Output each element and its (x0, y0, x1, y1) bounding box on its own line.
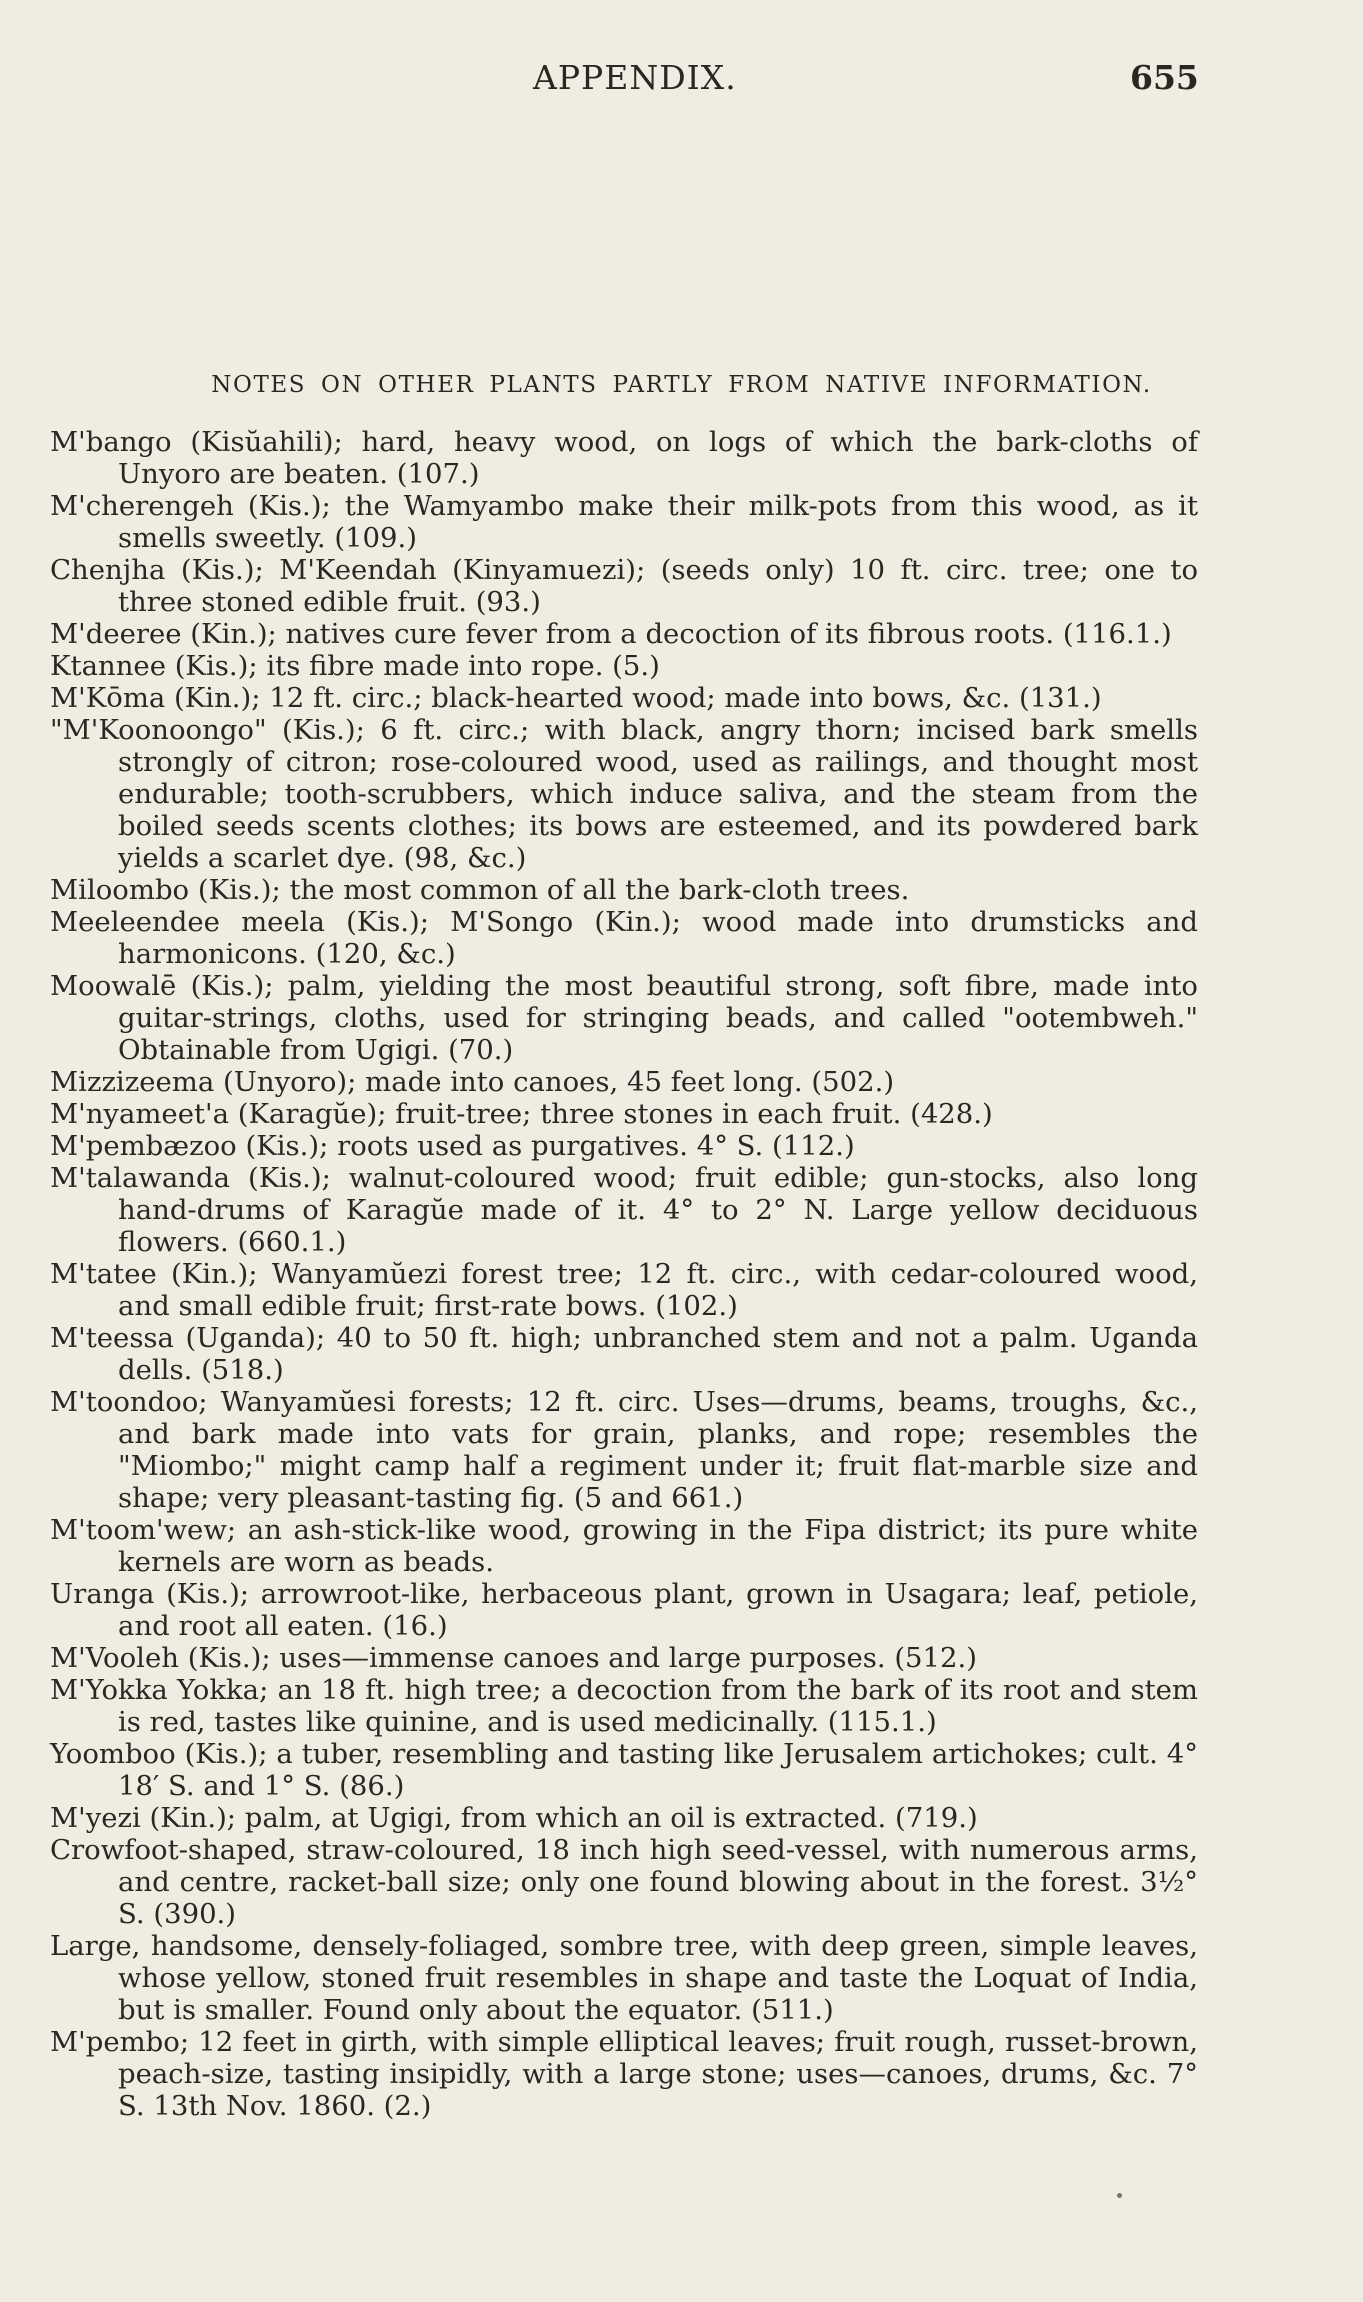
section-heading: NOTES ON OTHER PLANTS PARTLY FROM NATIVE INFORMATION. (211, 372, 1152, 398)
plant-entry-miloombo: Miloombo (Kis.); the most common of all the bark-cloth trees. (50, 874, 910, 906)
running-title: APPENDIX. (533, 58, 737, 97)
plant-entry-myezi: M'yezi (Kin.); palm, at Ugigi, from which an oil is extracted. (719.) (50, 1802, 978, 1834)
plant-entry-mpembaezoo: M'pembæzoo (Kis.); roots used as purgatives. 4° S. (112.) (50, 1130, 855, 1162)
plant-entry-mpembo: M'pembo; 12 feet in girth, with simple elliptical leaves; fruit rough, russet-brown, peach-size, tasting insipidly, with a large stone; uses—canoes, drums, &c. 7° S. 13th Nov. 1860. (2.) (50, 2026, 1198, 2122)
running-head (0, 58, 1363, 108)
plant-entry-uranga: Uranga (Kis.); arrowroot-like, herbaceous plant, grown in Usagara; leaf, petiole, and root all eaten. (16.) (50, 1578, 1198, 1642)
plant-entry-mteessa: M'teessa (Uganda); 40 to 50 ft. high; unbranched stem and not a palm. Uganda dells. (518.) (50, 1322, 1198, 1386)
plant-entry-mtalawanda: M'talawanda (Kis.); walnut-coloured wood; fruit edible; gun-stocks, also long hand-drums of Karagŭe made of it. 4° to 2° N. Large yellow deciduous flowers. (660.1.) (50, 1162, 1198, 1258)
plant-entry-mbango: M'bango (Kisŭahili); hard, heavy wood, on logs of which the bark-cloths of Unyoro are beaten. (107.) (50, 426, 1198, 490)
plant-entry-chenjha: Chenjha (Kis.); M'Keendah (Kinyamuezi); (seeds only) 10 ft. circ. tree; one to three stoned edible fruit. (93.) (50, 554, 1198, 618)
plant-entry-mvooleh: M'Vooleh (Kis.); uses—immense canoes and large purposes. (512.) (50, 1642, 978, 1674)
plant-entry-mnyameeta: M'nyameet'a (Karagŭe); fruit-tree; three stones in each fruit. (428.) (50, 1098, 993, 1130)
plant-entry-myokka-yokka: M'Yokka Yokka; an 18 ft. high tree; a decoction from the bark of its root and stem is red, tastes like quinine, and is used medicinally. (115.1.) (50, 1674, 1198, 1738)
plant-entry-crowfoot-seed-vessel: Crowfoot-shaped, straw-coloured, 18 inch high seed-vessel, with numerous arms, and centre, racket-ball size; only one found blowing about in the forest. 3½° S. (390.) (50, 1834, 1198, 1930)
plant-entry-meeleendee-meela: Meeleendee meela (Kis.); M'Songo (Kin.); wood made into drumsticks and harmonicons. (120, &c.) (50, 906, 1198, 970)
plant-entry-mtoondoo: M'toondoo; Wanyamŭesi forests; 12 ft. circ. Uses—drums, beams, troughs, &c., and bark made into vats for grain, planks, and rope; resembles the "Miombo;" might camp half a regiment under it; fruit flat-marble size and shape; very pleasant-tasting fig. (5 and 661.) (50, 1386, 1198, 1514)
plant-entry-mdeeree: M'deeree (Kin.); natives cure fever from a decoction of its fibrous roots. (116.1.) (50, 618, 1172, 650)
plant-entry-loquat-like-tree: Large, handsome, densely-foliaged, sombre tree, with deep green, simple leaves, whose yellow, stoned fruit resembles in shape and taste the Loquat of India, but is smaller. Found only about the equator. (511.) (50, 1930, 1198, 2026)
plant-entry-mtoomwew: M'toom'wew; an ash-stick-like wood, growing in the Fipa district; its pure white kernels are worn as beads. (50, 1514, 1198, 1578)
ink-speck (1117, 2193, 1122, 2198)
plant-entry-mcherengeh: M'cherengeh (Kis.); the Wamyambo make their milk-pots from this wood, as it smells sweetly. (109.) (50, 490, 1198, 554)
plant-entry-yoomboo: Yoomboo (Kis.); a tuber, resembling and tasting like Jerusalem artichokes; cult. 4° 18′ S. and 1° S. (86.) (50, 1738, 1198, 1802)
plant-entry-moowale: Moowalē (Kis.); palm, yielding the most beautiful strong, soft fibre, made into guitar-strings, cloths, used for stringing beads, and called "ootembweh." Obtainable from Ugigi. (70.) (50, 970, 1198, 1066)
plant-entry-mtatee: M'tatee (Kin.); Wanyamŭezi forest tree; 12 ft. circ., with cedar-coloured wood, and small edible fruit; first-rate bows. (102.) (50, 1258, 1198, 1322)
plant-entry-mizzizeema: Mizzizeema (Unyoro); made into canoes, 45 feet long. (502.) (50, 1066, 895, 1098)
plant-entry-ktannee: Ktannee (Kis.); its fibre made into rope. (5.) (50, 650, 660, 682)
plant-entry-mkoma: M'Kōma (Kin.); 12 ft. circ.; black-hearted wood; made into bows, &c. (131.) (50, 682, 1102, 714)
page-number: 655 (1130, 58, 1199, 97)
plant-entry-mkoonoongo: "M'Koonoongo" (Kis.); 6 ft. circ.; with black, angry thorn; incised bark smells strongly of citron; rose-coloured wood, used as railings, and thought most endurable; tooth-scrubbers, which induce saliva, and the steam from the boiled seeds scents clothes; its bows are esteemed, and its powdered bark yields a scarlet dye. (98, &c.) (50, 714, 1198, 874)
plant-entries-list (50, 426, 1198, 2122)
